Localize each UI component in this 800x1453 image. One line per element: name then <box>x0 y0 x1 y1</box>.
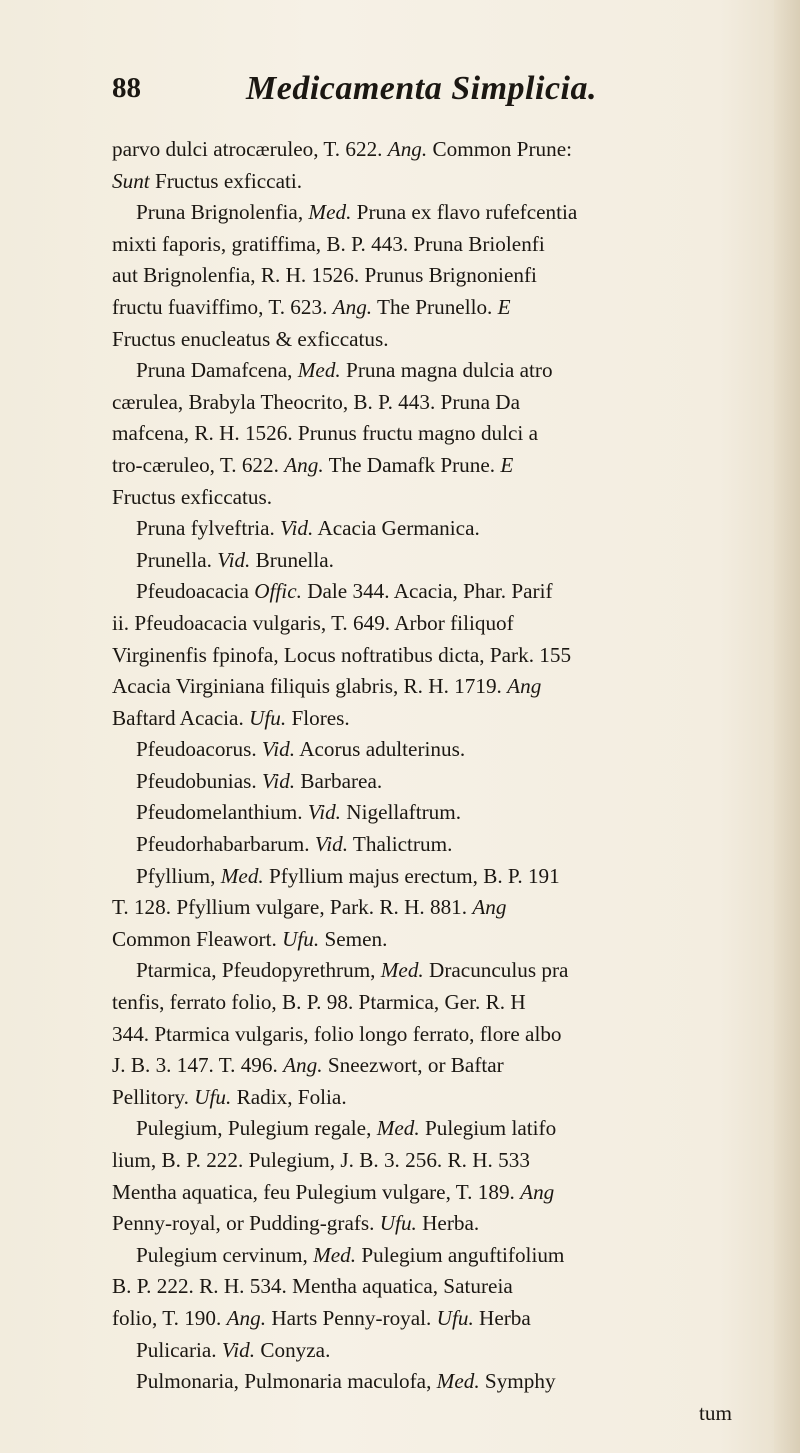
italic-text: Ang <box>520 1179 555 1204</box>
text-line <box>112 671 772 703</box>
text-segment: Barbarea. <box>295 768 383 793</box>
text-segment: The Prunello. <box>372 294 498 319</box>
italic-text: Ang. <box>387 137 428 161</box>
text-line <box>112 1240 772 1272</box>
text-segment: parvo dulci atrocæruleo, T. 622. <box>112 137 388 161</box>
italic-text: Vid. <box>217 547 251 572</box>
text-line <box>112 324 772 356</box>
italic-text: Vid. <box>314 832 349 857</box>
italic-text: Med. <box>436 1369 480 1394</box>
text-line <box>112 1303 772 1335</box>
italic-text: Vid. <box>261 768 296 793</box>
italic-text: Offic. <box>254 579 302 604</box>
text-segment: Pulegium latifo <box>419 1116 557 1141</box>
running-title: Medicamenta Simplicia. <box>246 70 597 107</box>
text-line <box>112 1335 772 1367</box>
text-segment: Mentha aquatica, feu Pulegium vulgare, T. 189. <box>112 1179 521 1204</box>
italic-text: Ufu. <box>194 1084 232 1109</box>
text-segment: Pfeudomelanthium. <box>136 800 308 825</box>
text-line <box>112 1082 772 1114</box>
text-segment: Penny-royal, or Pudding-grafs. <box>112 1211 380 1236</box>
text-segment: Pulegium cervinum, <box>136 1242 314 1267</box>
text-line <box>112 1366 772 1398</box>
text-line <box>112 1208 772 1240</box>
text-line <box>112 924 772 956</box>
text-line <box>112 545 772 577</box>
text-line <box>112 197 772 229</box>
text-line <box>112 1398 772 1430</box>
italic-text: Ang. <box>284 452 324 477</box>
text-segment: B. P. 222. R. H. 534. Mentha aquatica, Satureia <box>112 1274 513 1299</box>
text-line <box>112 1177 772 1209</box>
text-segment: Nigellaftrum. <box>340 800 462 825</box>
italic-text: Med. <box>313 1242 357 1267</box>
text-segment: Thalictrum. <box>348 832 453 857</box>
italic-text: Med. <box>380 958 424 983</box>
italic-text: E <box>500 452 514 477</box>
text-segment: Pruna Brignolenfia, <box>136 200 309 225</box>
italic-text: Ufu. <box>282 926 320 951</box>
text-segment: Conyza. <box>255 1337 331 1362</box>
italic-text: Ufu. <box>379 1211 417 1236</box>
text-segment: Brunella. <box>250 547 334 572</box>
italic-text: Vid. <box>307 800 341 825</box>
text-segment: lium, B. P. 222. Pulegium, J. B. 3. 256. R. H. 533 <box>112 1148 530 1172</box>
text-line <box>112 955 772 987</box>
italic-text: Ufu. <box>249 705 287 730</box>
text-segment: folio, T. 190. <box>112 1305 227 1330</box>
text-line <box>112 766 772 798</box>
text-line <box>112 987 772 1019</box>
text-line <box>112 482 772 514</box>
text-segment: fructu fuaviffimo, T. 623. <box>112 294 333 319</box>
text-segment: tenfis, ferrato folio, B. P. 98. Ptarmica, Ger. R. H <box>112 990 526 1015</box>
text-line <box>112 608 772 640</box>
text-line <box>112 229 772 261</box>
text-segment: Pfeudorhabarbarum. <box>136 832 315 857</box>
text-segment: Pruna magna dulcia atro <box>340 358 553 383</box>
text-line <box>112 450 772 482</box>
text-line <box>112 640 772 672</box>
text-segment: Fructus enucleatus & exficcatus. <box>112 326 389 351</box>
text-segment: Common Prune: <box>427 137 572 161</box>
text-segment: aut Brignolenfia, R. H. 1526. Prunus Brignonienfi <box>112 263 537 288</box>
text-line <box>112 134 772 166</box>
text-segment: Flores. <box>286 705 350 730</box>
text-line <box>112 387 772 419</box>
text-segment: 344. Ptarmica vulgaris, folio longo ferrato, flore albo <box>112 1021 562 1046</box>
text-segment: Pulegium, Pulegium regale, <box>136 1116 377 1141</box>
italic-text: Ang. <box>226 1305 267 1330</box>
text-line <box>112 1145 772 1177</box>
italic-text: Sunt <box>112 168 150 193</box>
text-segment: Pulicaria. <box>136 1337 222 1362</box>
text-segment: Sneezwort, or Baftar <box>322 1053 504 1078</box>
text-segment: Pruna fylveftria. <box>136 516 281 541</box>
text-segment: Pruna ex flavo rufefcentia <box>351 200 578 225</box>
text-segment: Dale 344. Acacia, Phar. Parif <box>301 579 553 604</box>
text-segment: Pfyllium, <box>136 863 221 888</box>
italic-text: Ang. <box>332 294 373 319</box>
text-line <box>112 292 772 324</box>
text-line <box>112 892 772 924</box>
italic-text: Ang. <box>283 1053 323 1078</box>
text-line <box>112 1019 772 1051</box>
text-segment: Virginenfis fpinofa, Locus noftratibus dicta, Park. 155 <box>112 642 572 667</box>
text-segment: mixti faporis, gratiffima, B. P. 443. Pruna Briolenfi <box>112 231 545 256</box>
text-segment: The Damafk Prune. <box>323 452 501 477</box>
text-segment: ii. Pfeudoacacia vulgaris, T. 649. Arbor filiquof <box>112 610 514 635</box>
text-segment: tum <box>699 1400 732 1425</box>
page-header <box>112 72 712 112</box>
italic-text: Ang <box>507 674 542 699</box>
text-segment: Pfyllium majus erectum, B. P. 191 <box>263 863 560 888</box>
text-segment: Pulmonaria, Pulmonaria maculofa, <box>136 1369 437 1394</box>
body-text <box>112 134 772 1429</box>
text-segment: Pfeudoacorus. <box>136 737 262 762</box>
text-segment: Fructus exficcati. <box>149 168 303 193</box>
text-segment: T. 128. Pfyllium vulgare, Park. R. H. 881. <box>112 895 473 920</box>
text-segment: tro-cæruleo, T. 622. <box>112 452 285 477</box>
text-line <box>112 1050 772 1082</box>
text-segment: Prunella. <box>136 547 218 572</box>
text-line <box>112 576 772 608</box>
text-line <box>112 861 772 893</box>
text-line <box>112 734 772 766</box>
italic-text: E <box>497 294 511 319</box>
italic-text: Ufu. <box>436 1305 474 1330</box>
italic-text: Ang <box>472 895 507 920</box>
text-line <box>112 166 772 198</box>
page-number: 88 <box>112 72 141 104</box>
text-line <box>112 355 772 387</box>
text-segment: Acorus adulterinus. <box>295 737 466 762</box>
text-segment: Pfeudobunias. <box>136 768 262 793</box>
text-segment: Common Fleawort. <box>112 926 283 951</box>
text-line <box>112 1113 772 1145</box>
text-line <box>112 703 772 735</box>
text-segment: Radix, Folia. <box>231 1084 347 1109</box>
text-segment: Acacia Virginiana filiquis glabris, R. H. 1719. <box>112 674 508 699</box>
text-segment: Pellitory. <box>112 1084 195 1109</box>
text-line <box>112 260 772 292</box>
text-line <box>112 1271 772 1303</box>
text-segment: Symphy <box>479 1369 556 1394</box>
text-segment: Pfeudoacacia <box>136 579 255 604</box>
italic-text: Med. <box>308 200 352 225</box>
text-segment: Pulegium anguftifolium <box>356 1242 565 1267</box>
italic-text: Med. <box>297 358 341 383</box>
text-segment: Ptarmica, Pfeudopyrethrum, <box>136 958 381 983</box>
text-segment: Harts Penny-royal. <box>266 1305 437 1330</box>
italic-text: Vid. <box>221 1337 256 1362</box>
text-segment: Herba. <box>416 1211 480 1236</box>
text-segment: Dracunculus pra <box>423 958 569 983</box>
text-segment: mafcena, R. H. 1526. Prunus fructu magno dulci a <box>112 421 539 446</box>
italic-text: Vid. <box>280 516 314 541</box>
text-line <box>112 829 772 861</box>
italic-text: Med. <box>220 863 264 888</box>
text-segment: cærulea, Brabyla Theocrito, B. P. 443. Pruna Da <box>112 389 520 414</box>
text-line <box>112 513 772 545</box>
text-segment: Herba <box>473 1305 531 1330</box>
text-segment: Baftard Acacia. <box>112 705 250 730</box>
text-segment: J. B. 3. 147. T. 496. <box>112 1053 284 1078</box>
page-gutter <box>774 0 800 1453</box>
italic-text: Vid. <box>261 737 296 762</box>
text-segment: Semen. <box>319 926 388 951</box>
italic-text: Med. <box>376 1116 420 1141</box>
text-line <box>112 418 772 450</box>
text-segment: Acacia Germanica. <box>313 516 480 541</box>
text-segment: Fructus exficcatus. <box>112 484 273 509</box>
text-segment: Pruna Damafcena, <box>136 358 298 383</box>
text-line <box>112 797 772 829</box>
